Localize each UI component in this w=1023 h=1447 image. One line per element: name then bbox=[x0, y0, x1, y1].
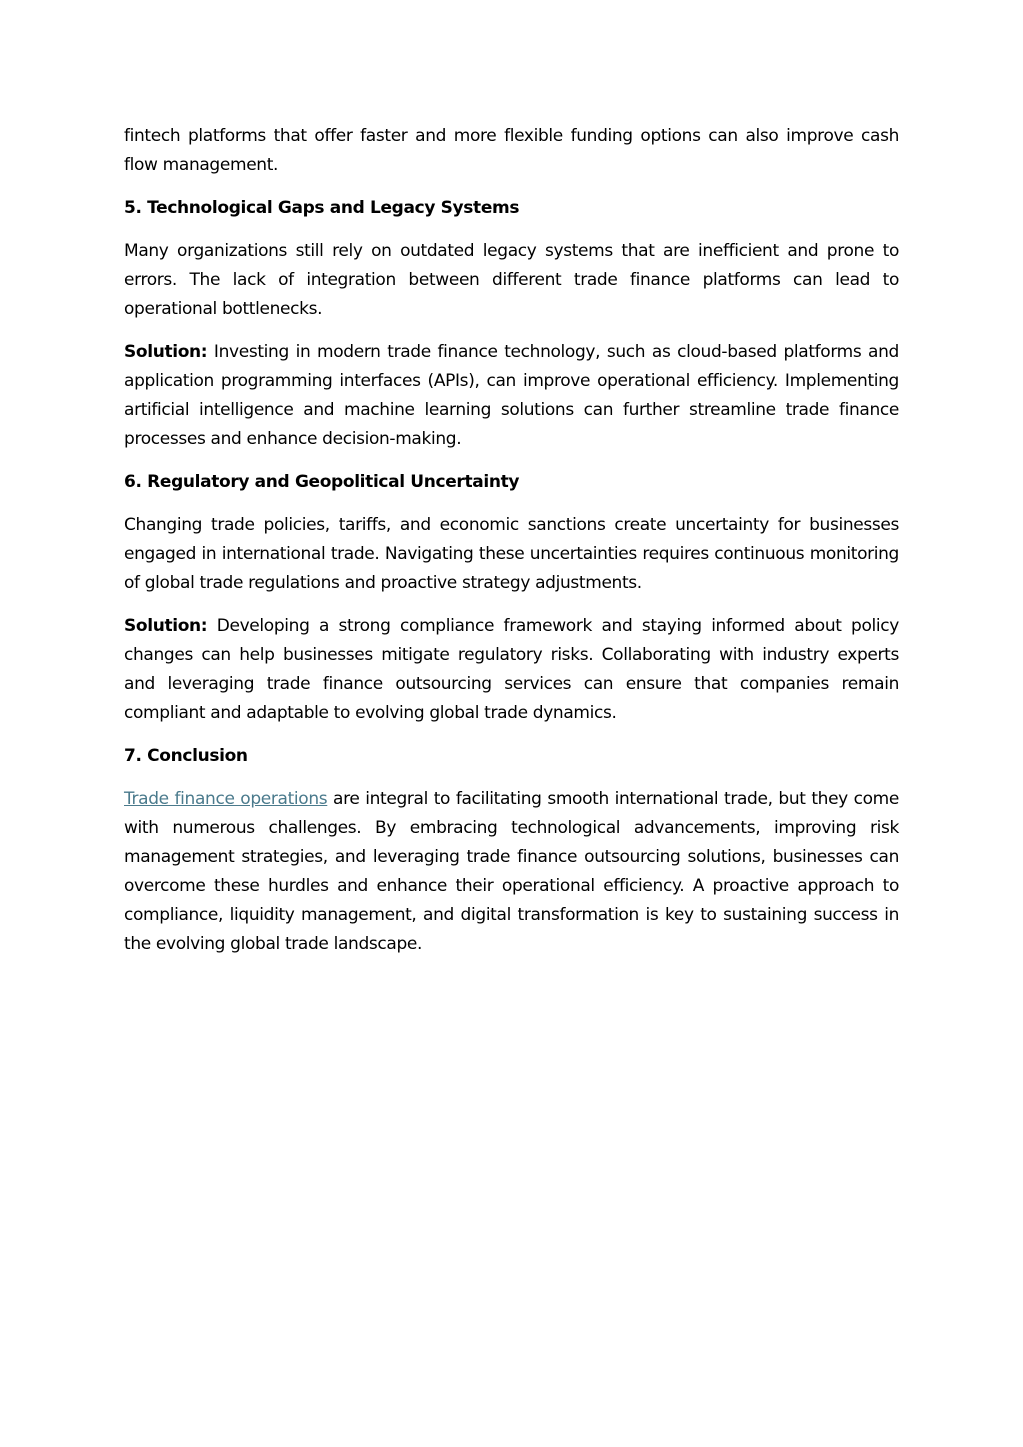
trade-finance-operations-link[interactable]: Trade finance operations bbox=[124, 789, 328, 809]
section-6-paragraph: Changing trade policies, tariffs, and economic sanctions create uncertainty for businesses engaged in international trade. Navigating these uncertainties requires continuous monitoring of global trade regulations and proactive strategy adjustments. bbox=[124, 515, 899, 593]
conclusion-text: are integral to facilitating smooth international trade, but they come with numerous challenges. By embracing technological advancements, improving risk management strategies, and leveraging trade finance outsourcing solutions, businesses can overcome these hurdles and enhance their operational efficiency. A proactive approach to compliance, liquidity management, and digital transformation is key to sustaining success in the evolving global trade landscape. bbox=[124, 789, 899, 954]
section-5-heading: 5. Technological Gaps and Legacy Systems bbox=[124, 198, 520, 218]
solution-text: Investing in modern trade finance technology, such as cloud-based platforms and application programming interfaces (APIs), can improve operational efficiency. Implementing artificial intelligence and machine learning solutions can further streamline trade finance processes and enhance decision-making. bbox=[124, 342, 899, 449]
solution-text: Developing a strong compliance framework and staying informed about policy changes can help businesses mitigate regulatory risks. Collaborating with industry experts and leveraging trade finance outsourcing services can ensure that companies remain compliant and adaptable to evolving global trade dynamics. bbox=[124, 616, 899, 723]
intro-paragraph: fintech platforms that offer faster and more flexible funding options can also improve cash flow management. bbox=[124, 126, 899, 175]
section-5-solution bbox=[124, 338, 899, 454]
document-page bbox=[124, 122, 899, 973]
conclusion-paragraph bbox=[124, 785, 899, 959]
solution-label: Solution: bbox=[124, 342, 208, 362]
section-7-heading: 7. Conclusion bbox=[124, 746, 248, 766]
section-5-paragraph: Many organizations still rely on outdated legacy systems that are inefficient and prone to errors. The lack of integration between different trade finance platforms can lead to operational bottlenecks. bbox=[124, 241, 899, 319]
section-6-solution bbox=[124, 612, 899, 728]
section-6-heading: 6. Regulatory and Geopolitical Uncertainty bbox=[124, 472, 520, 492]
solution-label: Solution: bbox=[124, 616, 208, 636]
